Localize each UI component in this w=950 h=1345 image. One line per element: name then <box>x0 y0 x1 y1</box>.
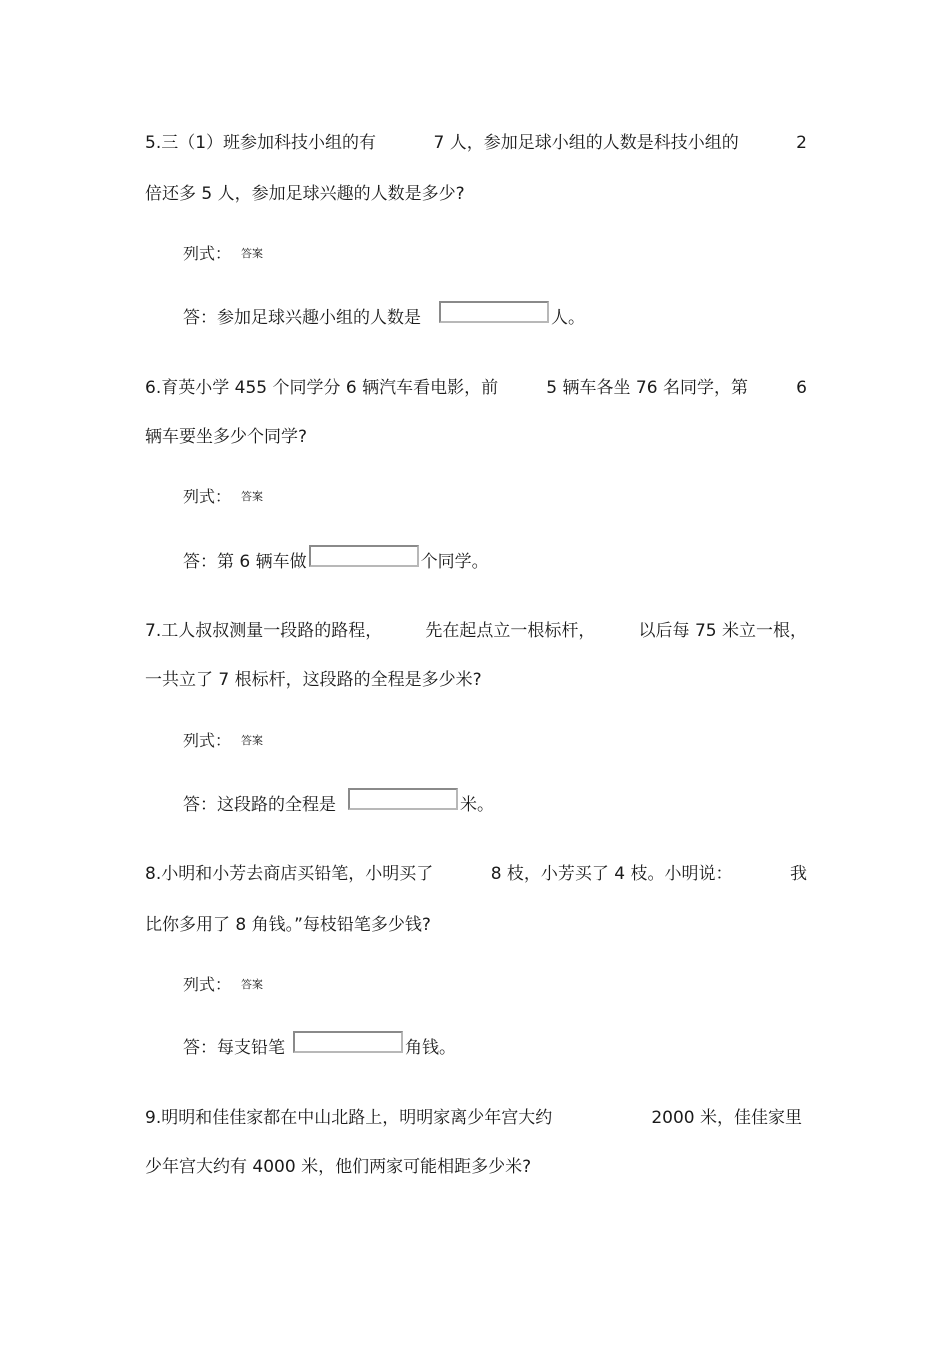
q9-text-part2: 2000 米，佳佳家里 <box>651 1108 802 1128</box>
q7-text-part2: 先在起点立一根标杆， <box>425 621 596 641</box>
q7-formula-row <box>183 729 263 753</box>
q6-text-line2: 辆车要坐多少个同学? <box>145 427 308 447</box>
q7-answer-prefix: 答：这段路的全程是 <box>183 795 336 815</box>
q6-answer-suffix: 个同学。 <box>420 552 489 572</box>
q8-text-part3: 我 <box>789 864 807 884</box>
q7-answer-suffix: 米。 <box>460 795 494 815</box>
q7-text-part1: 7.工人叔叔测量一段路的路程， <box>145 621 383 641</box>
q6-answer-input[interactable] <box>309 545 419 567</box>
q5-answer-row <box>183 306 585 330</box>
q8-formula-answer-link[interactable]: 答案 <box>241 978 264 991</box>
q6-text-part3: 6 <box>796 378 807 398</box>
q6-text-part2: 5 辆车各坐 76 名同学，第 <box>546 378 748 398</box>
q5-text-line2: 倍还多 5 人，参加足球兴趣的人数是多少? <box>145 184 465 204</box>
q6-text-part1: 6.育英小学 455 个同学分 6 辆汽车看电影，前 <box>145 378 499 398</box>
q8-answer-prefix: 答：每支铅笔 <box>183 1038 285 1058</box>
q6-text-line1 <box>145 376 807 400</box>
q9-text-line2: 少年宫大约有 4000 米，他们两家可能相距多少米? <box>145 1157 532 1177</box>
q8-answer-input[interactable] <box>293 1031 403 1053</box>
q5-text-part1: 5.三（1）班参加科技小组的有 <box>145 133 377 153</box>
q5-text-line1 <box>145 131 807 155</box>
q5-formula-label: 列式： <box>183 244 232 263</box>
q5-text-part3: 2 <box>796 133 807 153</box>
q7-answer-input[interactable] <box>348 788 458 810</box>
q9-text-line1 <box>145 1106 802 1130</box>
q8-text-part2: 8 枝，小芳买了 4 枝。小明说： <box>490 864 733 884</box>
q5-answer-suffix: 人。 <box>551 308 585 328</box>
q8-answer-suffix: 角钱。 <box>405 1038 456 1058</box>
q5-formula-answer-link[interactable]: 答案 <box>241 247 264 260</box>
q8-text-line2: 比你多用了 8 角钱。”每枝铅笔多少钱? <box>145 915 431 935</box>
q8-text-part1: 8.小明和小芳去商店买铅笔，小明买了 <box>145 864 434 884</box>
q5-answer-prefix: 答：参加足球兴趣小组的人数是 <box>183 308 421 328</box>
q7-formula-answer-link[interactable]: 答案 <box>241 734 264 747</box>
q6-answer-row <box>183 550 489 574</box>
q8-text-line1 <box>145 862 807 886</box>
q5-formula-row <box>183 242 263 266</box>
q9-text-part1: 9.明明和佳佳家都在中山北路上，明明家离少年宫大约 <box>145 1108 553 1128</box>
q7-text-line2: 一共立了 7 根标杆，这段路的全程是多少米? <box>145 670 482 690</box>
q7-answer-row <box>183 793 494 817</box>
q6-formula-row <box>183 485 263 509</box>
q6-answer-prefix: 答：第 6 辆车做 <box>183 552 307 572</box>
q6-formula-answer-link[interactable]: 答案 <box>241 490 264 503</box>
q8-formula-label: 列式： <box>183 975 232 994</box>
q6-formula-label: 列式： <box>183 487 232 506</box>
q7-text-line1 <box>145 619 807 643</box>
q5-text-part2: 7 人，参加足球小组的人数是科技小组的 <box>433 133 739 153</box>
q8-formula-row <box>183 973 263 997</box>
q5-answer-input[interactable] <box>439 301 549 323</box>
q7-formula-label: 列式： <box>183 731 232 750</box>
q7-text-part3: 以后每 75 米立一根， <box>638 621 807 641</box>
q8-answer-row <box>183 1036 456 1060</box>
